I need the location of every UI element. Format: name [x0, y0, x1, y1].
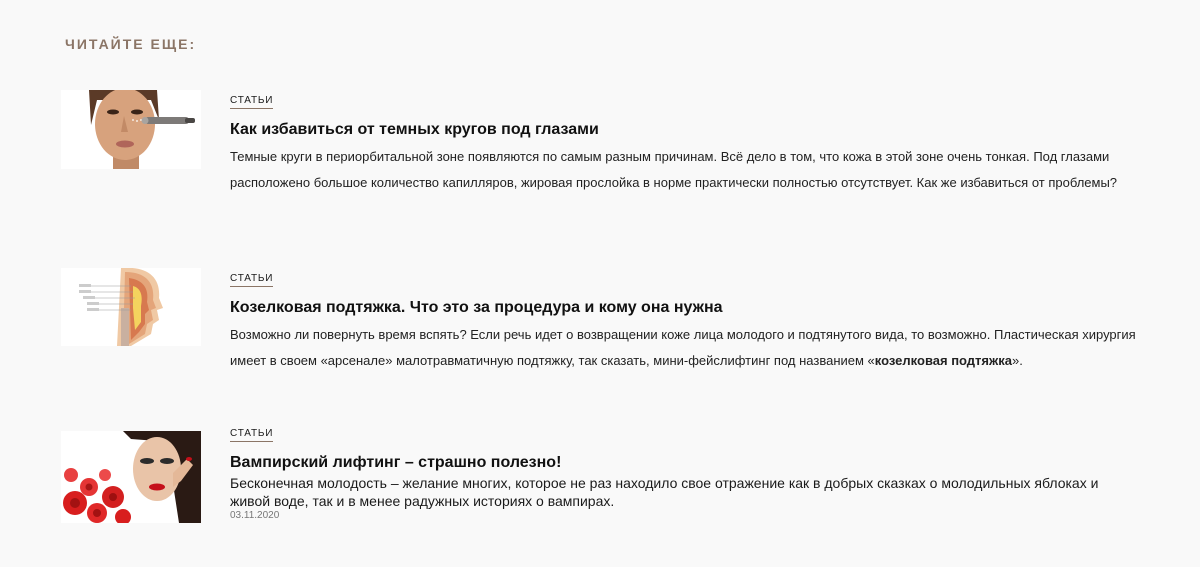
article-excerpt-text: Возможно ли повернуть время вспять? Если речь идет о возвращении коже лица молодого и подтянутого вида, то возможно. Пластическая хирургия имеет в своем «арсенале» малотравматичную подтяжку, так сказать, мини-фейслифтинг под названием « [230, 327, 1136, 368]
article-excerpt: Бесконечная молодость – желание многих, которое не раз находило свое отражение как в добрых сказках о молодильных яблоках и живой воде, так и в менее радужных историях о вампирах. [230, 475, 1099, 509]
article-date: 03.11.2020 [230, 510, 280, 521]
article-thumbnail[interactable] [61, 90, 201, 169]
face-eye-treatment-image [61, 90, 201, 169]
article-category-tag[interactable]: СТАТЬИ [230, 428, 273, 442]
article-thumbnail[interactable] [61, 268, 201, 346]
article-title[interactable]: Как избавиться от темных кругов под глазами [230, 121, 599, 138]
article-title[interactable]: Вампирский лифтинг – страшно полезно! [230, 454, 562, 471]
article-excerpt: Темные круги в периорбитальной зоне появляются по самым разным причинам. Всё дело в том, что кожа в этой зоне очень тонкая. Под глазами расположено большое количество капилляров, жировая прослойка в норме практически полностью отсутствует. Как же избавиться от проблемы? [230, 149, 1118, 190]
face-anatomy-diagram-image [61, 268, 201, 346]
article-excerpt-end: ». [1011, 353, 1023, 368]
article-excerpt [230, 322, 1145, 374]
article-title[interactable]: Козелковая подтяжка. Что это за процедура и кому она нужна [230, 299, 723, 316]
vampire-lifting-image [61, 431, 201, 523]
article-category-tag[interactable]: СТАТЬИ [230, 95, 273, 109]
article-category-tag[interactable]: СТАТЬИ [230, 273, 273, 287]
article-thumbnail[interactable] [61, 431, 201, 523]
article-excerpt-highlight: козелковая подтяжка [874, 353, 1012, 368]
section-title: ЧИТАЙТЕ ЕЩЕ: [65, 36, 197, 52]
